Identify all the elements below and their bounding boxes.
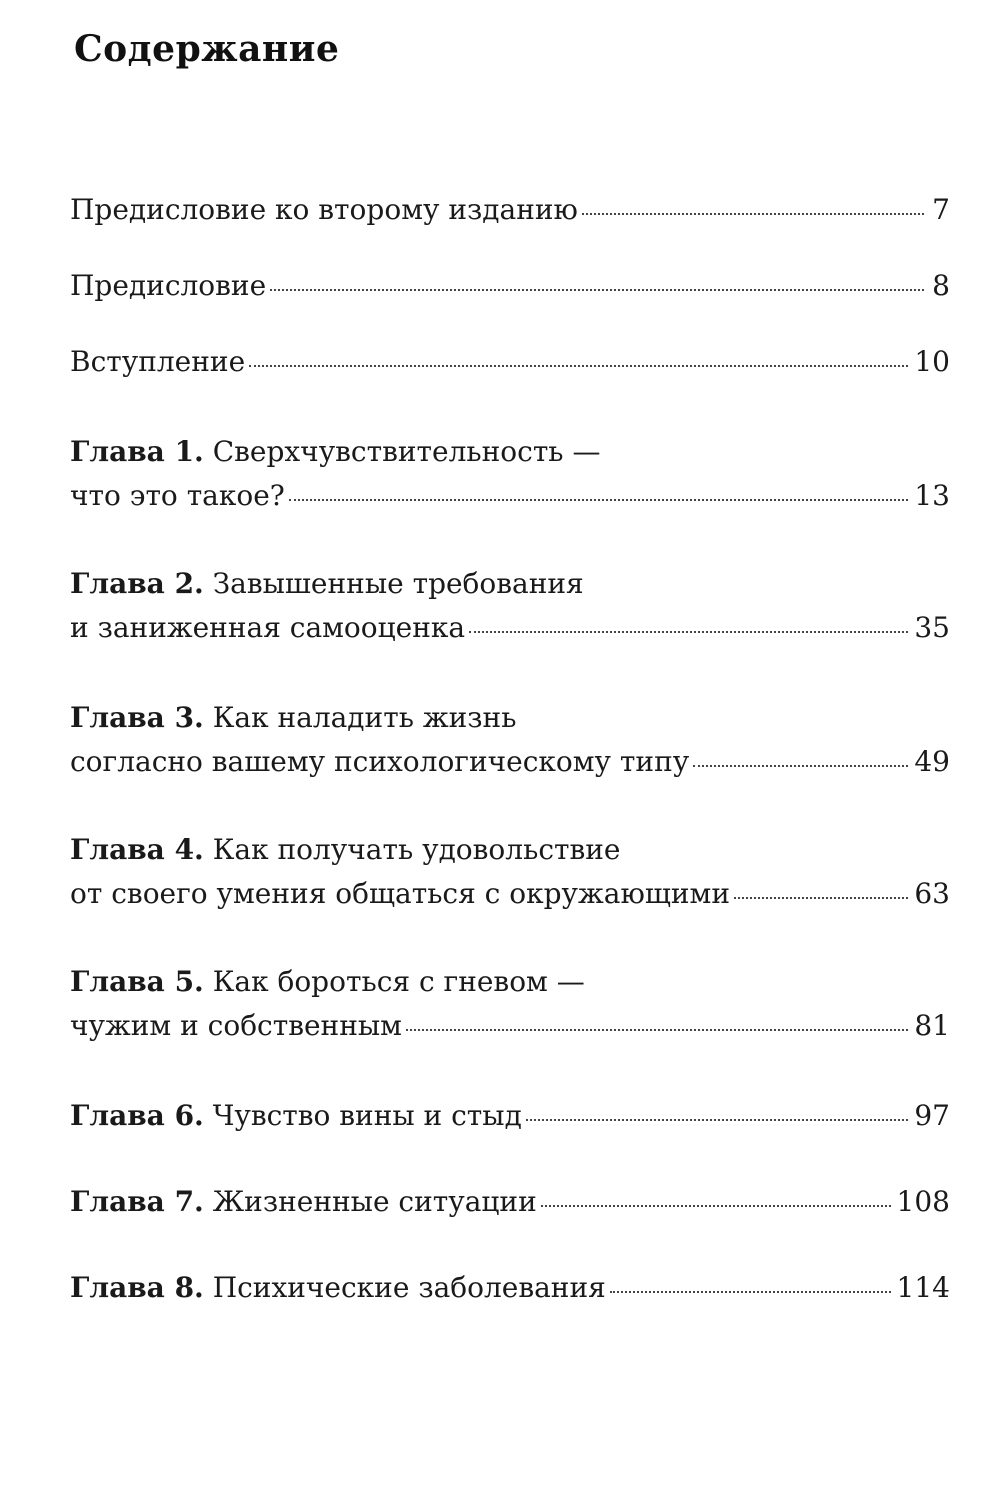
toc-entry-title-continued: что это такое? [70, 479, 285, 512]
dot-leader [249, 365, 908, 367]
dot-leader [734, 897, 908, 899]
toc-page-number: 35 [914, 611, 950, 644]
dot-leader [270, 289, 924, 291]
chapter-label: Глава 8. [70, 1271, 204, 1304]
toc-entry-title-text: Психические заболевания [212, 1271, 606, 1304]
chapter-label: Глава 7. [70, 1185, 204, 1218]
toc-page-number: 81 [914, 1009, 950, 1042]
toc-entry-preface[interactable] [70, 264, 950, 308]
toc-entry-chapter-5[interactable] [70, 960, 950, 1048]
toc-page-number: 49 [914, 745, 950, 778]
toc-entry-line [70, 188, 950, 232]
chapter-label: Глава 5. [70, 965, 204, 998]
dot-leader [610, 1291, 891, 1293]
chapter-label: Глава 1. [70, 435, 204, 468]
toc-entry-title: Как получать удовольствие [212, 833, 621, 866]
toc-entry-line [70, 340, 950, 384]
toc-entry-title: Как бороться с гневом — [212, 965, 585, 998]
toc-entry-title: Вступление [70, 345, 246, 378]
toc-entry-title-text: Жизненные ситуации [212, 1185, 537, 1218]
toc-page-number: 13 [914, 479, 950, 512]
toc-entry-preface-second-edition[interactable] [70, 188, 950, 232]
chapter-label: Глава 4. [70, 833, 204, 866]
toc-entry-line [70, 960, 950, 1004]
toc-entry-line [70, 696, 950, 740]
toc-entry-title: Предисловие ко второму изданию [70, 193, 578, 226]
toc-entry-line [70, 740, 950, 784]
toc-entry-title [70, 1266, 606, 1310]
toc-entry-title: Сверхчувствительность — [212, 435, 601, 468]
toc-page-number: 8 [932, 269, 950, 302]
toc-entry-line [70, 430, 950, 474]
toc-entry-chapter-8[interactable] [70, 1266, 950, 1310]
toc-entry-title [70, 1094, 522, 1138]
toc-entry-line [70, 1266, 950, 1310]
dot-leader [289, 499, 909, 501]
toc-entry-chapter-4[interactable] [70, 828, 950, 916]
toc-entry-title-continued: чужим и собственным [70, 1009, 402, 1042]
toc-entry-title-continued: согласно вашему психологическому типу [70, 745, 690, 778]
chapter-label: Глава 2. [70, 567, 204, 600]
toc-entry-chapter-6[interactable] [70, 1094, 950, 1138]
toc-entry-line [70, 1094, 950, 1138]
toc-entry-line [70, 828, 950, 872]
chapter-label: Глава 6. [70, 1099, 204, 1132]
toc-page-number: 10 [914, 345, 950, 378]
toc-entry-title-continued: от своего умения общаться с окружающими [70, 877, 730, 910]
toc-page-number: 7 [932, 193, 950, 226]
toc-entry-title: Предисловие [70, 269, 267, 302]
dot-leader [406, 1029, 908, 1031]
toc-entry-line [70, 1180, 950, 1224]
toc-entry-title: Завышенные требования [212, 567, 584, 600]
toc-entry-title: Как наладить жизнь [212, 701, 517, 734]
dot-leader [693, 765, 908, 767]
toc-entry-chapter-2[interactable] [70, 562, 950, 650]
toc-entry-introduction[interactable] [70, 340, 950, 384]
toc-entry-line [70, 264, 950, 308]
dot-leader [541, 1205, 891, 1207]
dot-leader [526, 1119, 909, 1121]
toc-entry-title-continued: и заниженная самооценка [70, 611, 466, 644]
chapter-label: Глава 3. [70, 701, 204, 734]
toc-page-number: 108 [896, 1185, 950, 1218]
toc-entry-line [70, 562, 950, 606]
page-title: Содержание [74, 28, 340, 70]
toc-page-number: 63 [914, 877, 950, 910]
toc-entry-line [70, 474, 950, 518]
toc-page-number: 114 [896, 1271, 950, 1304]
toc-entry-line [70, 606, 950, 650]
toc-entry-chapter-3[interactable] [70, 696, 950, 784]
toc-entry-line [70, 1004, 950, 1048]
toc-entry-chapter-7[interactable] [70, 1180, 950, 1224]
toc-entry-line [70, 872, 950, 916]
dot-leader [469, 631, 908, 633]
toc-entry-chapter-1[interactable] [70, 430, 950, 518]
toc-entry-title-text: Чувство вины и стыд [212, 1099, 522, 1132]
toc-page-number: 97 [914, 1099, 950, 1132]
dot-leader [582, 213, 924, 215]
toc-entry-title [70, 1180, 537, 1224]
